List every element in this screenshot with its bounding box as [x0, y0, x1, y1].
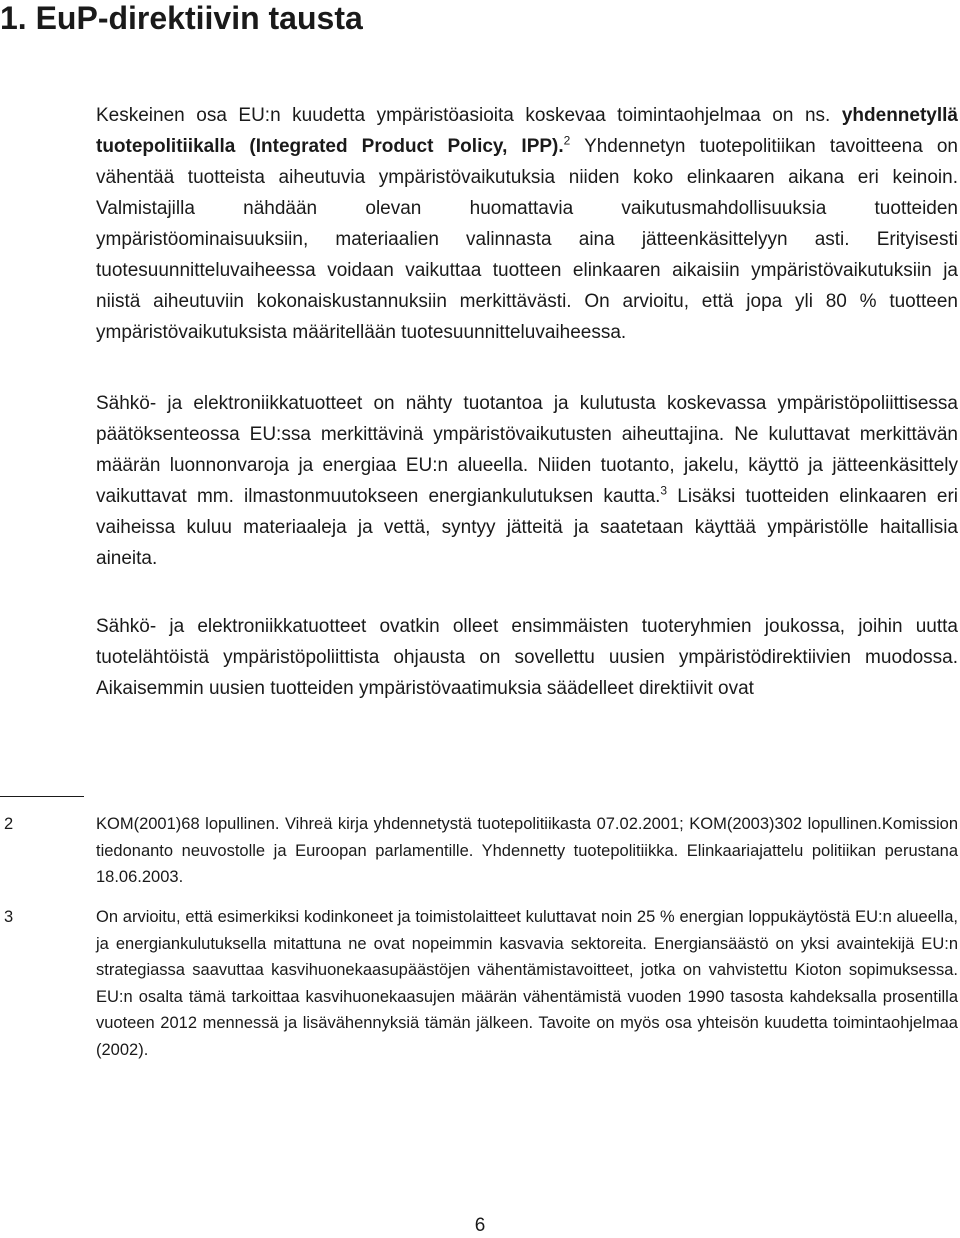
footnote-number: 3: [4, 908, 14, 926]
paragraph-text: Sähkö- ja elektroniikkatuotteet ovatkin olleet ensimmäisten tuoteryhmien joukossa, joihin uutta tuotelähtöistä ympäristöpoliittista ohjausta on sovellettu uusien ympäristödirektiivien muodossa. Aikaisemmin uusien tuotteiden ympäristövaatimuksia säädelleet direktiivit ovat: [96, 616, 958, 699]
footnote-divider: [0, 796, 84, 797]
page-title: 1. EuP-direktiivin tausta: [0, 0, 363, 36]
footnote-text: On arvioitu, että esimerkiksi kodinkoneet ja toimistolaitteet kuluttavat noin 25 % energian loppukäytöstä EU:n alueella, ja energiankulutuksella mitattuna ne ovat nopeimmin kasvavia sektoreita. Energiansäästö on yksi avaintekijä EU:n strategiassa saavuttaa kasvihuonekaasupäästöjen vähentämistavoitteet, jotka on vahvistettu Kioton sopimuksessa. EU:n osalta tämä tarkoittaa kasvihuonekaasujen määrän vähentämistä vuoden 1990 tasosta kahdeksalla prosentilla vuoteen 2012 mennessä ja lisävähennyksiä tämän jälkeen. Tavoite on myös osa yhteisön kuudetta toimintaohjelmaa (2002).: [96, 908, 958, 1059]
footnote-number: 2: [4, 815, 14, 833]
ipp-term: yhdennetyllä tuotepolitiikalla (Integrated Product Policy, IPP).: [96, 105, 958, 157]
footnote-2: [0, 811, 958, 891]
paragraph-electronics-directives: [96, 611, 958, 704]
paragraph-text: Sähkö- ja elektroniikkatuotteet on nähty tuotantoa ja kulutusta koskevassa ympäristöpoliittisessa päätöksenteossa EU:ssa merkittävinä ympäristövaikutusten aiheuttajina. Ne kuluttavat merkittävän määrän luonnonvaroja ja energiaa EU:n alueella. Niiden tuotanto, jakelu, käyttö ja jätteenkäsittely vaikuttavat mm. ilmastonmuutokseen energiankulutuksen kautta.: [96, 393, 958, 507]
paragraph-electronics-impact: [96, 388, 958, 574]
footnote-3: [0, 904, 958, 1063]
paragraph-text: Lisäksi tuotteiden elinkaaren eri vaiheissa kuluu materiaaleja ja vettä, syntyy jätteitä ja saatetaan käyttää ympäristölle haitallisia aineita.: [96, 486, 959, 569]
footnote-ref-2[interactable]: 2: [563, 133, 571, 148]
page-number: 6: [474, 1215, 486, 1236]
paragraph-text: Yhdennetyn tuotepolitiikan tavoitteena on vähentää tuotteista aiheutuvia ympäristövaikutuksia niiden koko elinkaaren aikana eri keinoin. Valmistajilla nähdään olevan huomattavia vaikutusmahdollisuuksia tuotteiden ympäristöominaisuuksiin, materiaalien valinnasta aina jätteenkäsittelyyn asti. Erityisesti tuotesuunnitteluvaiheessa voidaan vaikuttaa tuotteen elinkaaren aikaisiin ympäristövaikutuksiin ja niistä aiheutuviin kokonaiskustannuksiin merkittävästi. On arvioitu, että jopa yli 80 % tuotteen ympäristövaikutuksista määritellään tuotesuunnitteluvaiheessa.: [96, 136, 958, 343]
paragraph-text: Keskeinen osa EU:n kuudetta ympäristöasioita koskevaa toimintaohjelmaa on ns.: [96, 105, 842, 126]
footnote-text: KOM(2001)68 lopullinen. Vihreä kirja yhdennetystä tuotepolitiikasta 07.02.2001; KOM(2003)302 lopullinen.Komission tiedonanto neuvostolle ja Euroopan parlamentille. Yhdennetty tuotepolitiikka. Elinkaariajattelu politiikan perustana 18.06.2003.: [96, 815, 958, 886]
paragraph-ipp: [96, 100, 958, 348]
footnote-ref-3[interactable]: 3: [660, 483, 668, 498]
